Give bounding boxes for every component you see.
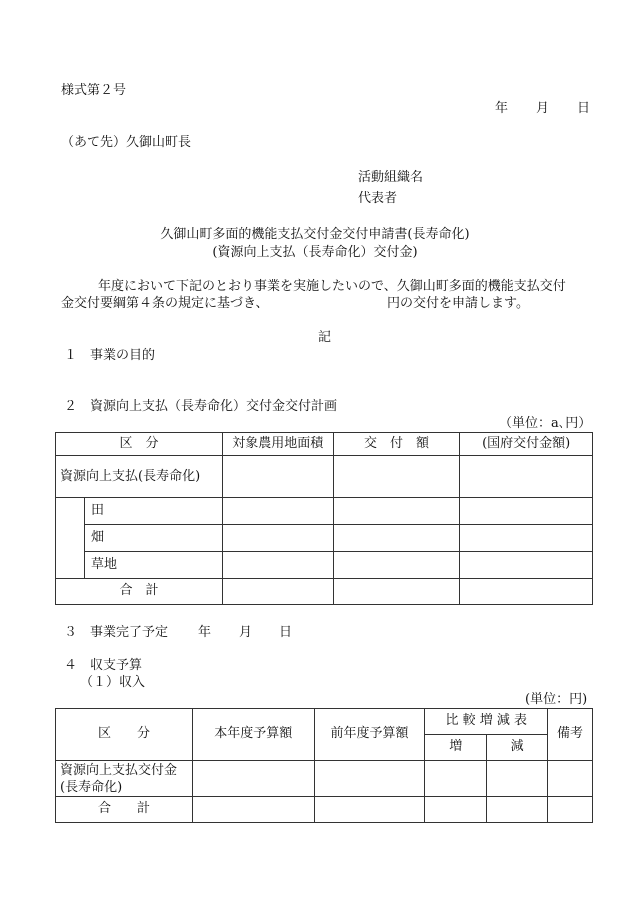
row-label-line2: (長寿命化) — [60, 779, 123, 795]
org-name-label: 活動組織名 — [358, 170, 424, 185]
date-day-label: 日 — [577, 101, 591, 116]
form-number: 様式第２号 — [61, 83, 127, 98]
row-label-grassland: 草地 — [84, 552, 222, 579]
section3-heading: ３ 事業完了予定 — [64, 625, 169, 640]
total-label: 合 計 — [56, 797, 193, 823]
table-cell — [333, 579, 460, 605]
group-label: 資源向上支払(長寿命化) — [56, 456, 223, 498]
table-cell — [460, 525, 593, 552]
table-cell — [460, 552, 593, 579]
section3-month-label: 月 — [239, 625, 253, 640]
ki-label: 記 — [318, 330, 332, 345]
body-text-line2b: 円の交付を申請します。 — [387, 296, 529, 311]
table-cell — [222, 498, 333, 525]
table-cell — [192, 761, 314, 797]
table-cell — [425, 797, 487, 823]
table-cell — [314, 761, 425, 797]
col-header-decrease: 減 — [487, 735, 548, 761]
section1-heading: １ 事業の目的 — [64, 348, 156, 363]
section2-heading: ２ 資源向上支払（長寿命化）交付金交付計画 — [64, 399, 338, 414]
col-header-amount: 交 付 額 — [333, 433, 460, 456]
table-cell — [222, 552, 333, 579]
table-cell — [460, 579, 593, 605]
total-label: 合 計 — [56, 579, 223, 605]
section3-day-label: 日 — [279, 625, 293, 640]
section4-heading: ４ 収支予算 — [64, 658, 143, 673]
document-title: 久御山町多面的機能支払交付金交付申請書(長寿命化) — [160, 227, 470, 242]
date-month-label: 月 — [536, 101, 550, 116]
table-cell — [222, 456, 333, 498]
row-label-income — [56, 761, 193, 797]
date-year-label: 年 — [495, 101, 509, 116]
table-cell — [333, 456, 460, 498]
income-budget-table — [55, 708, 593, 823]
col-header-category: 区 分 — [56, 433, 223, 456]
indent-cell — [56, 498, 85, 579]
section3-year-label: 年 — [198, 625, 212, 640]
row-label-line1: 資源向上支払交付金 — [60, 762, 178, 778]
section4-subheading: （１）収入 — [80, 675, 146, 690]
table-cell — [333, 498, 460, 525]
table-cell — [333, 525, 460, 552]
body-text-line1: 年度において下記のとおり事業を実施したいので、久御山町多面的機能支払交付 — [98, 279, 566, 294]
grant-plan-table — [55, 432, 593, 605]
col-header-area: 対象農用地面積 — [222, 433, 333, 456]
table-cell — [487, 797, 548, 823]
table-cell — [333, 552, 460, 579]
table-cell — [425, 761, 487, 797]
row-label-field: 畑 — [84, 525, 222, 552]
section2-unit: （単位：a､円） — [499, 416, 592, 431]
table-cell — [548, 761, 593, 797]
table-cell — [192, 797, 314, 823]
table-cell — [487, 761, 548, 797]
row-label-paddy: 田 — [84, 498, 222, 525]
col-header-category: 区 分 — [56, 709, 193, 761]
col-header-current-budget: 本年度予算額 — [192, 709, 314, 761]
table-cell — [460, 456, 593, 498]
document-subtitle: (資源向上支払（長寿命化）交付金) — [212, 245, 418, 260]
table-cell — [460, 498, 593, 525]
col-header-previous-budget: 前年度予算額 — [314, 709, 425, 761]
table-cell — [548, 797, 593, 823]
col-header-increase: 増 — [425, 735, 487, 761]
addressee: （あて先）久御山町長 — [61, 135, 192, 150]
section4-unit: (単位：円) — [525, 692, 588, 707]
representative-label: 代表者 — [358, 191, 398, 206]
col-header-remarks: 備考 — [548, 709, 593, 761]
col-header-comparison: 比 較 増 減 表 — [425, 709, 548, 735]
col-header-national-amount: (国府交付金額) — [460, 433, 593, 456]
table-cell — [222, 525, 333, 552]
table-cell — [222, 579, 333, 605]
body-text-line2a: 金交付要綱第４条の規定に基づき、 — [61, 296, 269, 311]
table-cell — [314, 797, 425, 823]
